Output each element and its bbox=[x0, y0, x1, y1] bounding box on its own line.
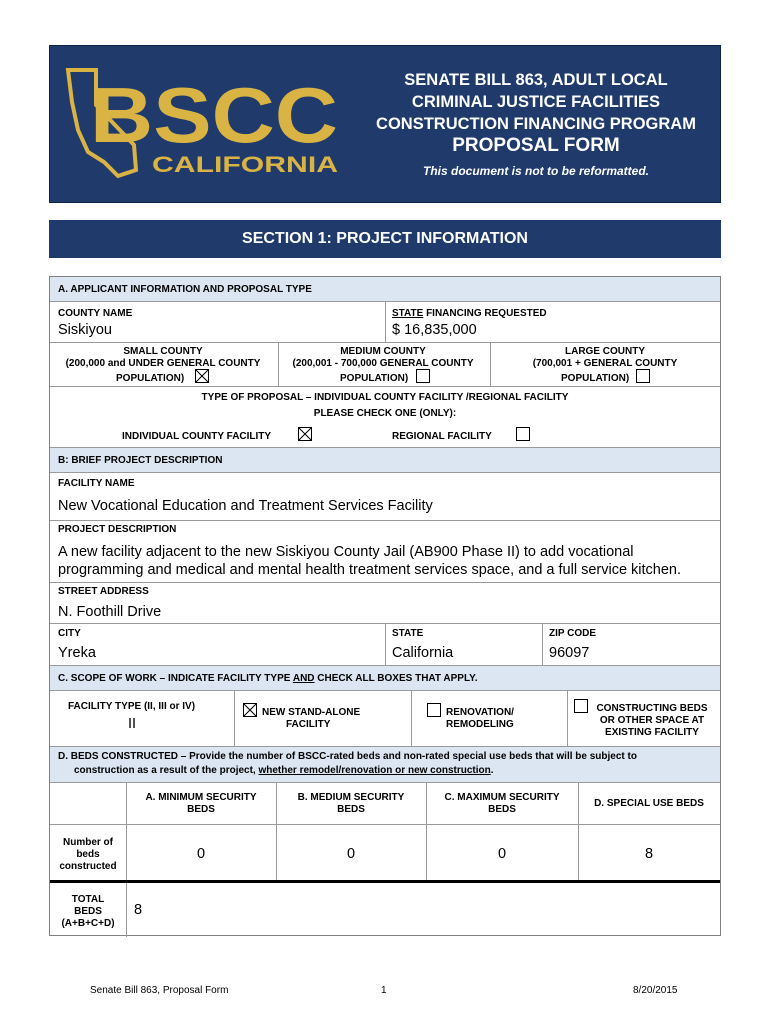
financing-label: STATE FINANCING REQUESTED bbox=[392, 308, 547, 319]
city-label: CITY bbox=[58, 628, 81, 639]
constructing-beds-label-line3: EXISTING FACILITY bbox=[605, 727, 699, 738]
street-address-value[interactable]: N. Foothill Drive bbox=[58, 604, 162, 620]
facility-name-label: FACILITY NAME bbox=[58, 478, 135, 489]
part-b-heading: B: BRIEF PROJECT DESCRIPTION bbox=[58, 455, 223, 466]
header-title-line4: PROPOSAL FORM bbox=[452, 135, 620, 156]
max-security-beds-value[interactable]: 0 bbox=[497, 846, 507, 862]
beds-row-label-line1: Number of bbox=[63, 837, 113, 848]
small-county-label-line3: POPULATION) bbox=[116, 373, 185, 384]
part-d-heading-line2: construction as a result of the project, whether remodel/renovation or new construction. bbox=[74, 765, 494, 776]
logo-text: BSCC bbox=[90, 71, 338, 159]
logo-subtext: CALIFORNIA bbox=[152, 152, 339, 177]
constructing-beds-label-line2: OR OTHER SPACE AT bbox=[599, 715, 705, 726]
constructing-beds-label-line1: CONSTRUCTING BEDS bbox=[596, 703, 708, 714]
project-description-line2[interactable]: programming and medical and mental health treatment services space, and a full service kitchen. bbox=[58, 562, 682, 578]
max-security-header-line2: BEDS bbox=[488, 804, 516, 815]
small-county-checkbox[interactable] bbox=[195, 369, 209, 383]
min-security-header-line2: BEDS bbox=[187, 804, 215, 815]
facility-type-value[interactable]: II bbox=[128, 716, 137, 732]
min-security-beds-value[interactable]: 0 bbox=[196, 846, 206, 862]
footer-date: 8/20/2015 bbox=[633, 985, 678, 996]
small-county-label-line1: SMALL COUNTY bbox=[123, 346, 203, 357]
project-info-form bbox=[49, 276, 721, 936]
renovation-checkbox[interactable] bbox=[427, 703, 441, 717]
total-beds-value[interactable]: 8 bbox=[134, 902, 143, 918]
part-c-heading: C. SCOPE OF WORK – INDICATE FACILITY TYPE AND CHECK ALL BOXES THAT APPLY. bbox=[58, 673, 478, 684]
header-title-line3: CONSTRUCTION FINANCING PROGRAM bbox=[376, 115, 696, 133]
regional-facility-label: REGIONAL FACILITY bbox=[392, 431, 492, 442]
total-beds-label-line3: (A+B+C+D) bbox=[61, 918, 115, 929]
proposal-type-line1: TYPE OF PROPOSAL – INDIVIDUAL COUNTY FACILITY /REGIONAL FACILITY bbox=[201, 392, 569, 403]
proposal-type-line2: PLEASE CHECK ONE (ONLY): bbox=[313, 408, 457, 419]
new-standalone-checkbox[interactable] bbox=[243, 703, 257, 717]
city-value[interactable]: Yreka bbox=[58, 645, 96, 661]
medium-county-label-line3: POPULATION) bbox=[340, 373, 409, 384]
medium-county-label-line2: (200,001 - 700,000 GENERAL COUNTY bbox=[292, 358, 474, 369]
special-use-beds-value[interactable]: 8 bbox=[644, 846, 654, 862]
total-beds-label-line1: TOTAL bbox=[71, 894, 105, 905]
max-security-header-line1: C. MAXIMUM SECURITY bbox=[444, 792, 560, 803]
project-description-line1[interactable]: A new facility adjacent to the new Siskiyou County Jail (AB900 Phase II) to add vocational bbox=[58, 544, 634, 560]
header-title-line2: CRIMINAL JUSTICE FACILITIES bbox=[411, 93, 661, 111]
zip-value[interactable]: 96097 bbox=[549, 645, 590, 661]
large-county-label-line2: (700,001 + GENERAL COUNTY bbox=[532, 358, 678, 369]
large-county-label-line1: LARGE COUNTY bbox=[565, 346, 645, 357]
regional-facility-checkbox[interactable] bbox=[516, 427, 530, 441]
part-d-heading-line1: D. BEDS CONSTRUCTED – Provide the number of BSCC-rated beds and non-rated special use beds that will be subject to bbox=[58, 751, 637, 762]
beds-row-label-line2: beds bbox=[76, 849, 100, 860]
med-security-header-line2: BEDS bbox=[337, 804, 365, 815]
street-address-label: STREET ADDRESS bbox=[58, 586, 149, 597]
special-use-header: D. SPECIAL USE BEDS bbox=[594, 798, 704, 809]
facility-name-value[interactable]: New Vocational Education and Treatment Services Facility bbox=[58, 498, 433, 514]
beds-row-label-line3: constructed bbox=[59, 861, 117, 872]
med-security-header-line1: B. MEDIUM SECURITY bbox=[297, 792, 405, 803]
part-a-heading: A. APPLICANT INFORMATION AND PROPOSAL TYPE bbox=[58, 284, 312, 295]
bscc-logo bbox=[56, 50, 356, 190]
large-county-checkbox[interactable] bbox=[636, 369, 650, 383]
medium-county-checkbox[interactable] bbox=[416, 369, 430, 383]
new-standalone-label-line2: FACILITY bbox=[286, 719, 331, 730]
med-security-beds-value[interactable]: 0 bbox=[346, 846, 356, 862]
individual-facility-checkbox[interactable] bbox=[298, 427, 312, 441]
individual-facility-label: INDIVIDUAL COUNTY FACILITY bbox=[122, 431, 272, 442]
project-description-label: PROJECT DESCRIPTION bbox=[58, 524, 177, 535]
county-name-label: COUNTY NAME bbox=[58, 308, 133, 319]
large-county-label-line3: POPULATION) bbox=[561, 373, 630, 384]
total-beds-label-line2: BEDS bbox=[74, 906, 102, 917]
renovation-label-line1: RENOVATION/ bbox=[446, 707, 514, 718]
footer-title: Senate Bill 863, Proposal Form bbox=[90, 985, 229, 996]
renovation-label-line2: REMODELING bbox=[446, 719, 514, 730]
small-county-label-line2: (200,000 and UNDER GENERAL COUNTY bbox=[65, 358, 261, 369]
footer-page-number: 1 bbox=[381, 985, 387, 996]
county-name-value[interactable]: Siskiyou bbox=[58, 322, 112, 338]
min-security-header-line1: A. MINIMUM SECURITY bbox=[145, 792, 257, 803]
header-subtitle: This document is not to be reformatted. bbox=[422, 164, 649, 178]
section-1-title: SECTION 1: PROJECT INFORMATION bbox=[49, 220, 721, 258]
medium-county-label-line1: MEDIUM COUNTY bbox=[340, 346, 426, 357]
zip-label: ZIP CODE bbox=[549, 628, 597, 639]
state-label: STATE bbox=[392, 628, 424, 639]
state-value[interactable]: California bbox=[392, 645, 454, 661]
header-title-line1: SENATE BILL 863, ADULT LOCAL bbox=[404, 71, 668, 89]
new-standalone-label-line1: NEW STAND-ALONE bbox=[262, 707, 361, 718]
facility-type-label: FACILITY TYPE (II, III or IV) bbox=[68, 701, 196, 712]
constructing-beds-checkbox[interactable] bbox=[574, 699, 588, 713]
financing-value[interactable]: $ 16,835,000 bbox=[392, 322, 477, 338]
